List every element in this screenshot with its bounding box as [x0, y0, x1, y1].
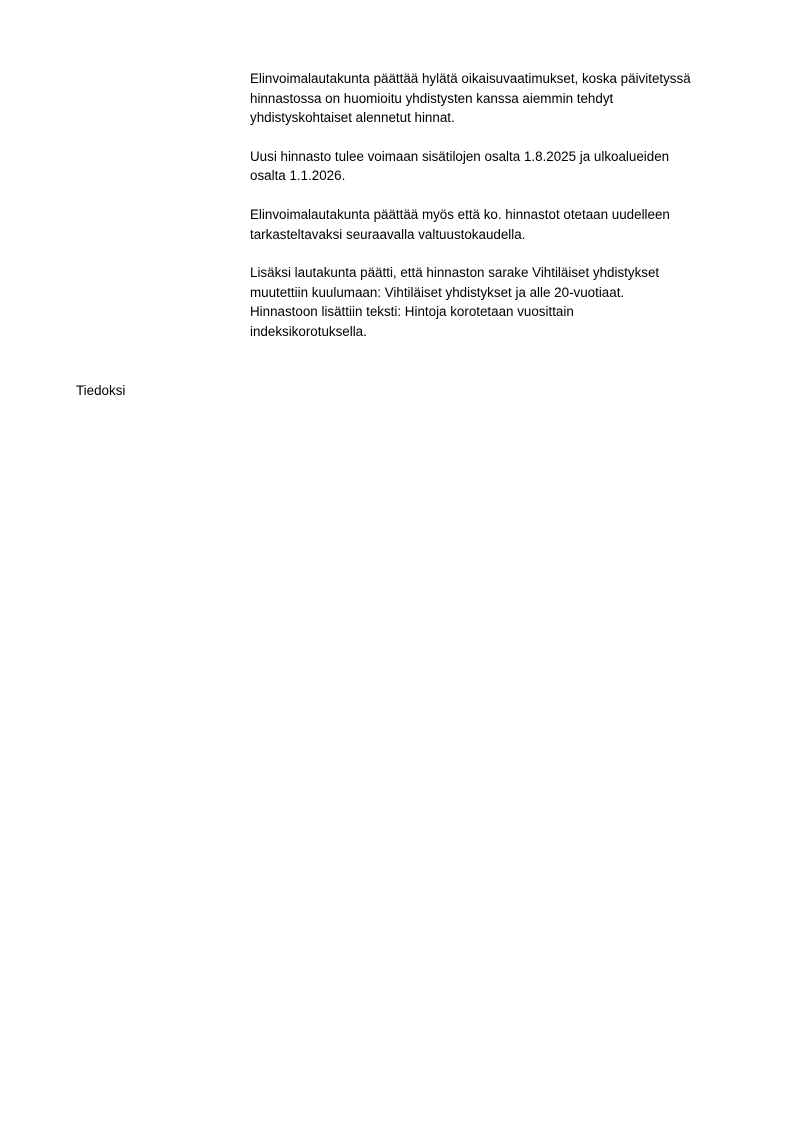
text-line: yhdistyskohtaiset alennetut hinnat. [250, 110, 455, 126]
text-line: osalta 1.1.2026. [250, 168, 346, 184]
text-line: Elinvoimalautakunta päättää hylätä oikaisuvaatimukset, koska päivitetyssä [250, 71, 691, 86]
text-line: tarkasteltavaksi seuraavalla valtuustokaudella. [250, 226, 526, 242]
paragraph-rejection [250, 69, 750, 128]
paragraph-review [250, 205, 750, 244]
text-line: indeksikorotuksella. [250, 323, 367, 339]
text-line: Hinnastoon lisättiin teksti: Hintoja korotetaan vuosittain [250, 304, 574, 320]
text-line: Elinvoimalautakunta päättää myös että ko. hinnastot otetaan uudelleen [250, 206, 670, 222]
text-line: hinnastossa on huomioitu yhdistysten kanssa aiemmin tehdyt [250, 90, 614, 106]
decision-text [250, 69, 750, 361]
section-heading-tiedoksi: Tiedoksi [76, 383, 126, 398]
text-line: muutettiin kuulumaan: Vihtiläiset yhdistykset ja alle 20-vuotiaat. [250, 284, 625, 300]
paragraph-amendment [250, 263, 750, 341]
paragraph-effective-date [250, 147, 750, 186]
text-line: Lisäksi lautakunta päätti, että hinnaston sarake Vihtiläiset yhdistykset [250, 265, 660, 281]
text-line: Uusi hinnasto tulee voimaan sisätilojen osalta 1.8.2025 ja ulkoalueiden [250, 148, 670, 164]
